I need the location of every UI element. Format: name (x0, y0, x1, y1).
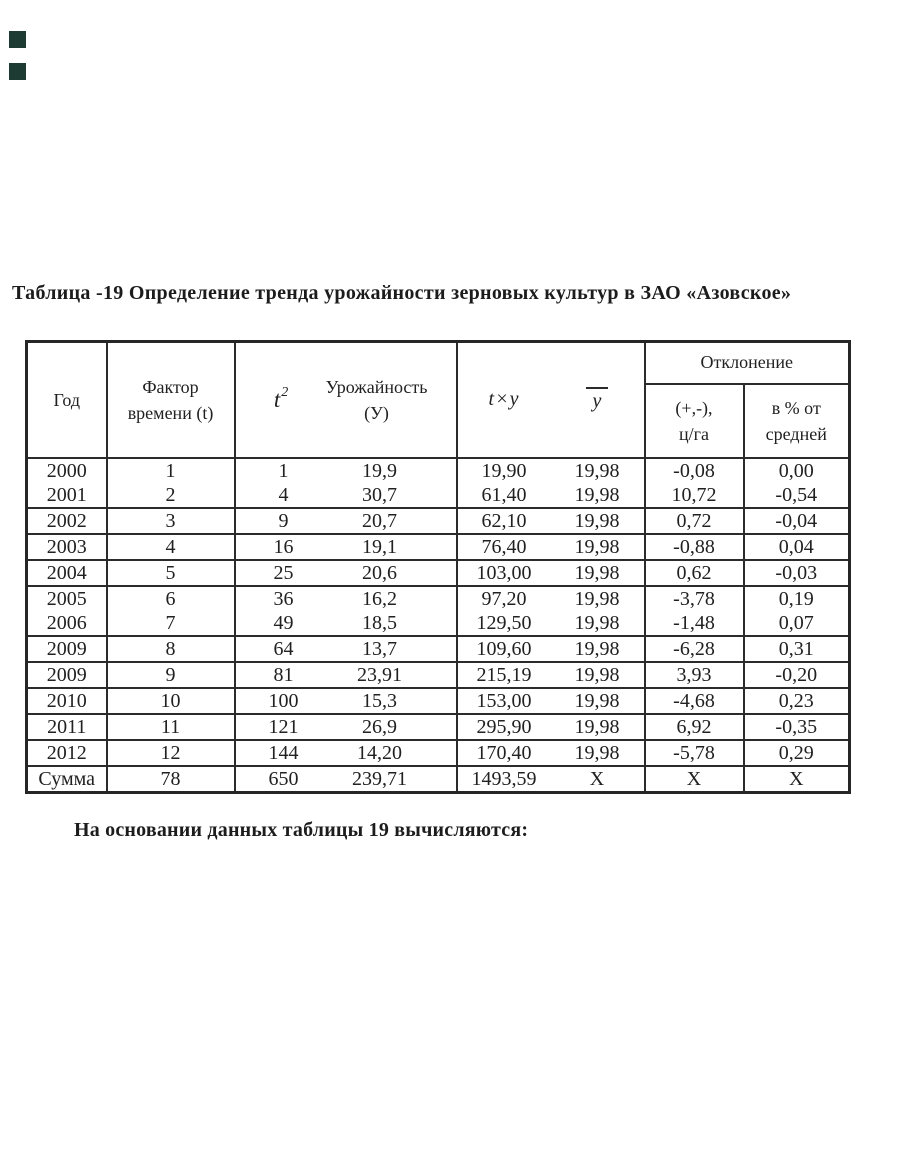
cell-deviation-abs: -3,78 (645, 586, 744, 611)
cell-deviation-pct: 0,04 (744, 534, 850, 560)
cell-time-factor: 5 (107, 560, 235, 586)
cell-deviation-pct: -0,03 (744, 560, 850, 586)
cell-t2-value: 4 (278, 483, 289, 506)
cell-time-factor: 3 (107, 508, 235, 534)
header-yield (326, 374, 428, 426)
cell-yield-value: 30,7 (362, 483, 397, 506)
header-yield-line1: Урожайность (325, 376, 428, 397)
cell-year: 2011 (27, 714, 107, 740)
table-row (27, 534, 850, 560)
cell-time-factor: 9 (107, 662, 235, 688)
cell-deviation-abs: -0,88 (645, 534, 744, 560)
table-row (27, 586, 850, 611)
header-ty-and-ymean (457, 342, 645, 458)
cell-deviation-abs: -4,68 (645, 688, 744, 714)
table-row (27, 458, 850, 483)
cell-deviation-abs: -1,48 (645, 611, 744, 636)
cell-time-factor: 2 (107, 483, 235, 508)
cell-ty-value: 103,00 (476, 561, 532, 584)
cell-ty-ymean (457, 714, 645, 740)
table-caption: Таблица -19 Определение тренда урожайности зерновых культур в ЗАО «Азовское» (12, 282, 792, 304)
header-deviation-label: Отклонение (700, 352, 793, 373)
cell-t2-yield (235, 766, 457, 793)
table-row-total (27, 766, 850, 793)
cell-ty-ymean (457, 534, 645, 560)
cell-ymean-value: 19,98 (574, 459, 620, 482)
cell-time-factor: 78 (107, 766, 235, 793)
cell-ty-ymean (457, 560, 645, 586)
header-deviation-pct (744, 384, 850, 458)
cell-deviation-pct: Х (744, 766, 850, 793)
table-row (27, 662, 850, 688)
cell-deviation-abs: -6,28 (645, 636, 744, 662)
cell-ty-value: 62,10 (481, 509, 527, 532)
cell-yield-value: 239,71 (352, 767, 407, 790)
header-time-factor (107, 342, 235, 458)
cell-year: 2010 (27, 688, 107, 714)
page-marker-top (9, 31, 26, 48)
cell-t2-value: 100 (268, 689, 299, 712)
t-squared-exponent: 2 (281, 385, 289, 401)
cell-ymean-value: 19,98 (574, 741, 620, 764)
header-deviation-pct-line2: средней (765, 423, 827, 444)
cell-t2-yield (235, 636, 457, 662)
cell-ymean-value: 19,98 (574, 663, 620, 686)
cell-yield-value: 16,2 (362, 587, 397, 610)
cell-year: 2000 (27, 458, 107, 483)
cell-ty-ymean (457, 611, 645, 636)
header-deviation-abs-line2: ц/га (678, 423, 709, 444)
cell-yield-value: 23,91 (357, 663, 402, 686)
cell-ty-value: 170,40 (476, 741, 532, 764)
cell-t2-value: 36 (273, 587, 294, 610)
cell-deviation-abs: 3,93 (645, 662, 744, 688)
cell-ty-ymean (457, 662, 645, 688)
table-header (27, 342, 850, 458)
cell-time-factor: 6 (107, 586, 235, 611)
cell-yield-value: 13,7 (362, 637, 397, 660)
cell-year: 2004 (27, 560, 107, 586)
cell-yield-value: 26,9 (362, 715, 397, 738)
cell-ymean-value: 19,98 (574, 611, 620, 634)
cell-year: 2001 (27, 483, 107, 508)
table-row (27, 740, 850, 766)
cell-t2-value: 121 (268, 715, 299, 738)
cell-ymean-value: Х (589, 767, 605, 790)
cell-time-factor: 10 (107, 688, 235, 714)
header-year-label: Год (53, 389, 80, 410)
cell-deviation-pct: -0,04 (744, 508, 850, 534)
cell-time-factor: 12 (107, 740, 235, 766)
cell-year: 2002 (27, 508, 107, 534)
cell-time-factor: 8 (107, 636, 235, 662)
cell-yield-value: 19,9 (362, 459, 397, 482)
cell-ty-ymean (457, 636, 645, 662)
page-marker-bottom (9, 63, 26, 80)
cell-time-factor: 11 (107, 714, 235, 740)
cell-yield-value: 20,7 (362, 509, 397, 532)
cell-time-factor: 4 (107, 534, 235, 560)
header-time-factor-line2: времени (t) (127, 402, 214, 423)
cell-t2-yield (235, 611, 457, 636)
header-deviation-pct-line1: в % от (771, 397, 821, 418)
cell-ymean-value: 19,98 (574, 637, 620, 660)
cell-ymean-value: 19,98 (574, 715, 620, 738)
cell-t2-yield (235, 688, 457, 714)
table-row (27, 636, 850, 662)
cell-deviation-abs: -5,78 (645, 740, 744, 766)
cell-deviation-abs: -0,08 (645, 458, 744, 483)
cell-ty-ymean (457, 766, 645, 793)
cell-t2-value: 9 (278, 509, 289, 532)
t-squared-base: t (273, 386, 281, 412)
cell-ty-ymean (457, 688, 645, 714)
header-year (27, 342, 107, 458)
cell-t2-yield (235, 508, 457, 534)
cell-year: 2005 (27, 586, 107, 611)
header-deviation-abs-line1: (+,-), (675, 397, 713, 418)
cell-ymean-value: 19,98 (574, 535, 620, 558)
cell-ty-ymean (457, 458, 645, 483)
header-deviation-abs (645, 384, 744, 458)
cell-yield-value: 14,20 (357, 741, 402, 764)
cell-deviation-pct: -0,35 (744, 714, 850, 740)
cell-t2-value: 25 (273, 561, 294, 584)
cell-deviation-pct: 0,19 (744, 586, 850, 611)
header-deviation (645, 342, 850, 384)
cell-deviation-pct: 0,23 (744, 688, 850, 714)
cell-t2-yield (235, 458, 457, 483)
cell-ymean-value: 19,98 (574, 483, 620, 506)
cell-t2-yield (235, 586, 457, 611)
cell-t2-value: 64 (273, 637, 294, 660)
cell-ty-ymean (457, 740, 645, 766)
header-yield-line2: (У) (364, 402, 389, 423)
cell-ty-value: 109,60 (476, 637, 532, 660)
cell-deviation-abs: 0,62 (645, 560, 744, 586)
cell-t2-yield (235, 560, 457, 586)
cell-year: 2006 (27, 611, 107, 636)
cell-year: 2009 (27, 662, 107, 688)
header-time-factor-line1: Фактор (142, 376, 199, 397)
cell-ymean-value: 19,98 (574, 561, 620, 584)
cell-ymean-value: 19,98 (574, 587, 620, 610)
cell-t2-yield (235, 534, 457, 560)
cell-yield-value: 18,5 (362, 611, 397, 634)
table-row (27, 483, 850, 508)
cell-deviation-pct: -0,54 (744, 483, 850, 508)
cell-t2-value: 16 (273, 535, 294, 558)
table-row (27, 688, 850, 714)
cell-deviation-abs: 10,72 (645, 483, 744, 508)
cell-ty-value: 215,19 (476, 663, 532, 686)
cell-yield-value: 19,1 (362, 535, 397, 558)
cell-ty-ymean (457, 508, 645, 534)
header-t-squared-and-yield (235, 342, 457, 458)
cell-ty-ymean (457, 586, 645, 611)
table-row (27, 611, 850, 636)
cell-t2-value: 144 (268, 741, 299, 764)
cell-t2-yield (235, 714, 457, 740)
cell-time-factor: 1 (107, 458, 235, 483)
table-row (27, 508, 850, 534)
cell-time-factor: 7 (107, 611, 235, 636)
cell-deviation-pct: 0,31 (744, 636, 850, 662)
header-t-times-y: t×y (488, 388, 520, 411)
cell-t2-yield (235, 483, 457, 508)
cell-ty-value: 295,90 (476, 715, 532, 738)
cell-ty-value: 129,50 (476, 611, 532, 634)
header-ty-ymean-group (458, 387, 644, 413)
header-y-mean (551, 387, 644, 413)
cell-deviation-abs: 0,72 (645, 508, 744, 534)
cell-ymean-value: 19,98 (574, 509, 620, 532)
cell-ty-value: 76,40 (481, 535, 527, 558)
table-row (27, 560, 850, 586)
cell-year: 2012 (27, 740, 107, 766)
cell-t2-yield (235, 740, 457, 766)
cell-yield-value: 20,6 (362, 561, 397, 584)
cell-t2-value: 81 (273, 663, 294, 686)
cell-ymean-value: 19,98 (574, 689, 620, 712)
cell-ty-value: 19,90 (481, 459, 527, 482)
header-t-squared (236, 387, 326, 413)
paragraph-below-table: На основании данных таблицы 19 вычисляются: (74, 819, 529, 841)
cell-deviation-pct: 0,07 (744, 611, 850, 636)
cell-t2-value: 49 (273, 611, 294, 634)
data-table (25, 340, 851, 794)
cell-ty-value: 97,20 (481, 587, 527, 610)
table-body (27, 458, 850, 793)
cell-t2-value: 650 (268, 767, 299, 790)
cell-deviation-abs: Х (645, 766, 744, 793)
y-mean-symbol: y (586, 387, 609, 413)
header-row-top (27, 342, 850, 384)
cell-year: 2003 (27, 534, 107, 560)
cell-yield-value: 15,3 (362, 689, 397, 712)
cell-year: Сумма (27, 766, 107, 793)
cell-ty-value: 1493,59 (471, 767, 537, 790)
cell-deviation-pct: 0,00 (744, 458, 850, 483)
cell-t2-yield (235, 662, 457, 688)
cell-deviation-pct: 0,29 (744, 740, 850, 766)
cell-ty-value: 61,40 (481, 483, 527, 506)
cell-t2-value: 1 (278, 459, 289, 482)
cell-ty-ymean (457, 483, 645, 508)
cell-deviation-abs: 6,92 (645, 714, 744, 740)
table-row (27, 714, 850, 740)
header-t2-yield-group (236, 374, 456, 426)
cell-deviation-pct: -0,20 (744, 662, 850, 688)
cell-ty-value: 153,00 (476, 689, 532, 712)
cell-year: 2009 (27, 636, 107, 662)
